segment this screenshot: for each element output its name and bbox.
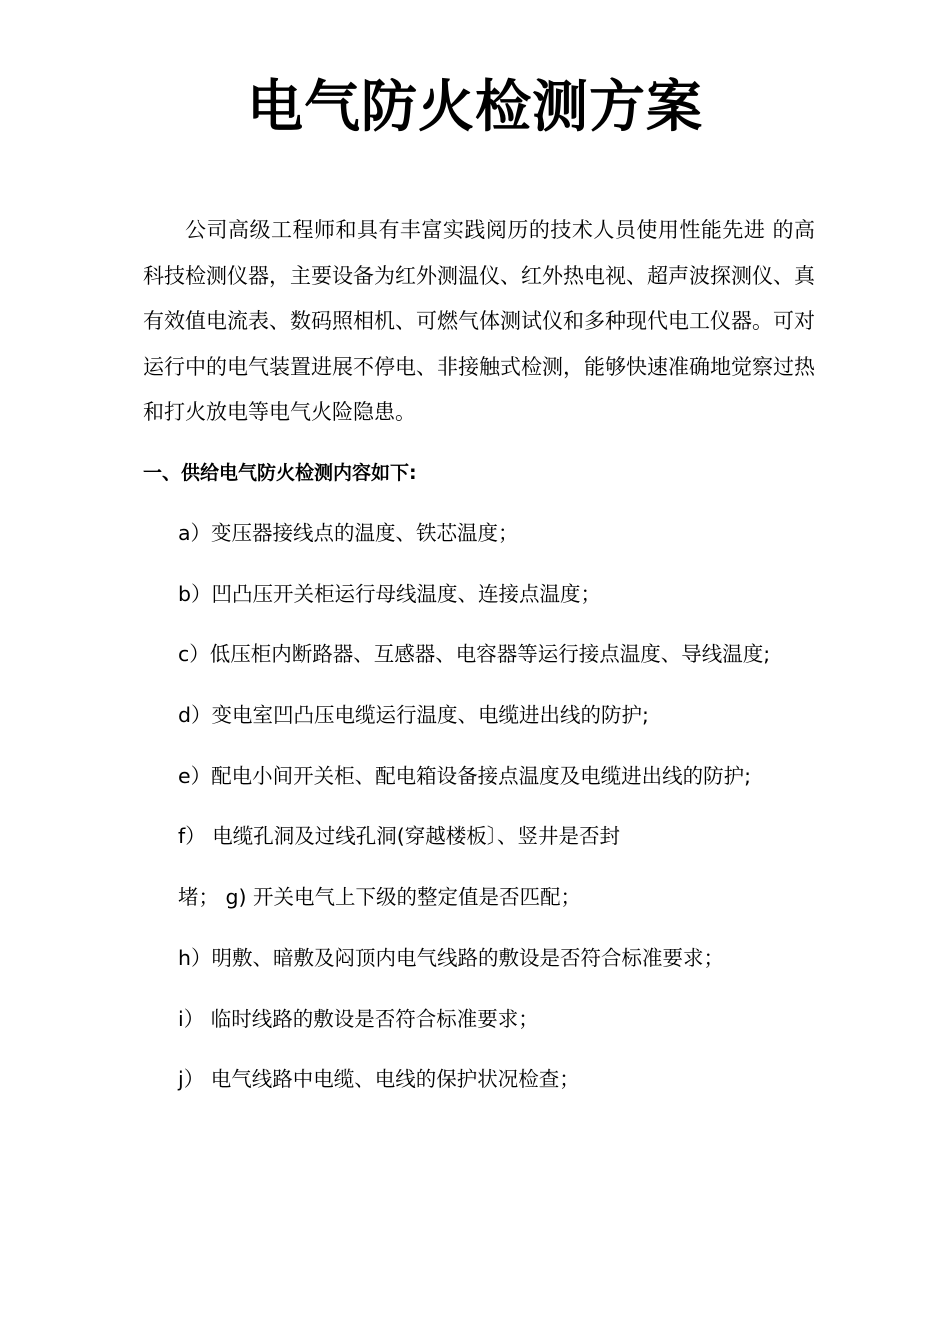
list-item: e）配电小间开关柜、配电箱设备接点温度及电缆进出线的防护; xyxy=(178,763,752,788)
list-item: j） 电气线路中电缆、电线的保护状况检查； xyxy=(178,1067,580,1092)
list-item: 堵； g) 开关电气上下级的整定值是否匹配； xyxy=(178,885,582,910)
list-item: b）凹凸压开关柜运行母线温度、连接点温度； xyxy=(178,581,602,606)
page-title: 电气防火检测方案 xyxy=(247,75,703,140)
list-item: i） 临时线路的敷设是否符合标准要求； xyxy=(178,1006,539,1031)
list-item: d）变电室凹凸压电缆运行温度、电缆进出线的防护; xyxy=(178,703,649,728)
list-item: a）变压器接线点的温度、铁芯温度； xyxy=(178,521,519,545)
list-item: f） 电缆孔洞及过线孔洞(穿越楼板〕、竖井是否封 xyxy=(178,824,620,849)
section-heading: 一、供给电气防火检测内容如下: xyxy=(143,462,417,484)
intro-paragraph: 公司高级工程师和具有丰富实践阅历的技术人员使用性能先进 的高科技检测仪器，主要设备为红外测温仪、红外热电视、超声波探测仪、真有效值电流表、数码照相机、可燃气体测试仪和多种现代电工仪器。可对运行中的电气装置进展不停电、非接触式检测，能够快速准确地觉察过热和打火放电等电气火险隐患。 xyxy=(143,218,815,424)
list-item: h）明敷、暗敷及闷顶内电气线路的敷设是否符合标准要求； xyxy=(178,945,724,970)
list-item: c）低压柜内断路器、互感器、电容器等运行接点温度、导线温度; xyxy=(178,642,771,667)
inspection-items-list xyxy=(178,515,838,1122)
